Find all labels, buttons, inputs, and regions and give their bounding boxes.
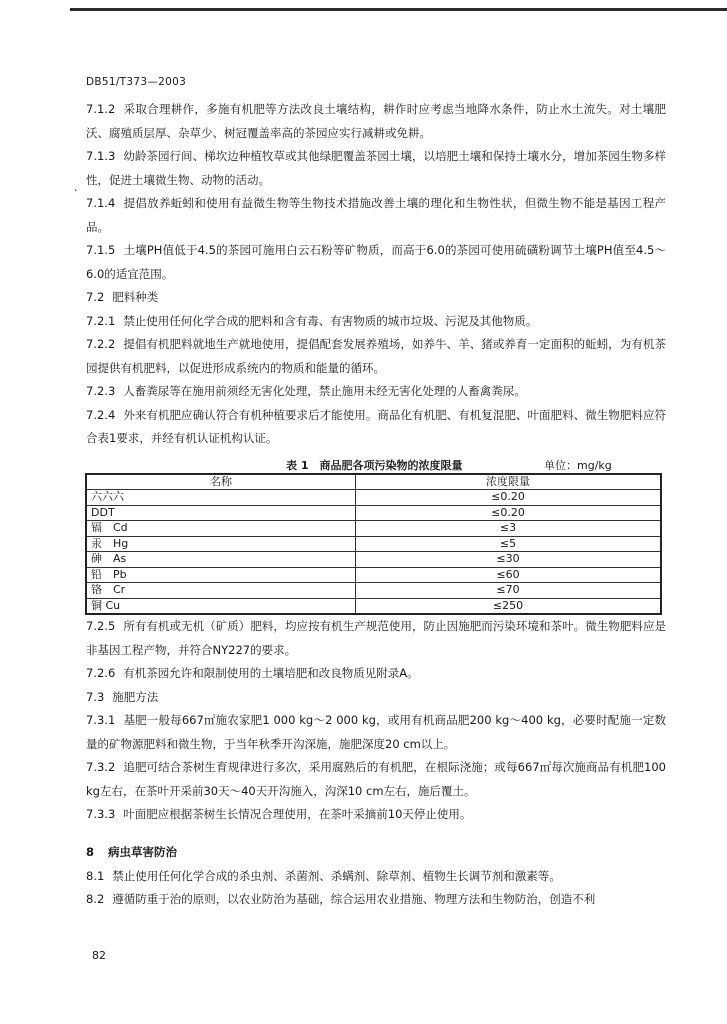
paragraph — [86, 803, 666, 827]
clause-text: 叶面肥应根据茶树生长情况合理使用，在茶叶采摘前10天停止使用。 — [123, 807, 472, 821]
pollutant-name: 镉 Cd — [86, 521, 356, 537]
clause-number: 7.3 — [86, 689, 105, 704]
clause-text: 肥料种类 — [112, 290, 159, 304]
clause-number: 7.1.3 — [86, 149, 116, 163]
clause-text: 禁止使用任何化学合成的肥料和含有毒、有害物质的城市垃圾、污泥及其他物质。 — [123, 313, 538, 328]
clause-text: 人畜粪尿等在施用前须经无害化处理，禁止施用未经无害化处理的人畜禽粪尿。 — [123, 384, 526, 398]
paragraph — [86, 662, 666, 686]
scan-edge-line — [70, 8, 727, 11]
paragraph — [86, 286, 666, 310]
paragraph — [86, 333, 666, 380]
clause-text: 禁止使用任何化学合成的杀虫剂、杀菌剂、杀螨剂、除草剂、植物生长调节剂和激素等。 — [112, 868, 561, 883]
pollutant-limit: ≤60 — [356, 567, 662, 583]
clause-text: 所有有机或无机（矿质）肥料，均应按有机生产规范使用，防止因施肥而污染环境和茶叶。微生物肥料应是非基因工程产物，并符合NY227的要求。 — [86, 619, 666, 657]
clause-number: 7.2.6 — [86, 666, 116, 680]
pollutant-name: 砷 As — [86, 552, 356, 568]
pollutant-name: 铬 Cr — [86, 583, 356, 599]
pollutant-limit: ≤250 — [356, 598, 662, 614]
scan-speck: · — [74, 184, 78, 197]
paragraph — [86, 888, 666, 912]
paragraph-group-c — [86, 865, 666, 912]
paragraph — [86, 865, 666, 889]
section-title: 病虫草害防治 — [108, 844, 178, 859]
header-name: 名称 — [86, 474, 356, 490]
clause-number: 7.2 — [86, 290, 105, 304]
document-page — [86, 76, 666, 912]
clause-number: 7.1.4 — [86, 196, 116, 210]
clause-number: 7.3.2 — [86, 760, 116, 774]
table-header-row — [86, 474, 661, 490]
pollutant-name: 铜 Cu — [86, 598, 356, 614]
clause-text: 有机茶园允许和限制使用的土壤培肥和改良物质见附录A。 — [123, 666, 419, 680]
page-number: 82 — [92, 949, 106, 962]
paragraph — [86, 404, 666, 451]
table-row — [86, 567, 661, 583]
clause-number: 7.2.2 — [86, 337, 116, 351]
clause-text: 提倡有机肥料就地生产就地使用，提倡配套发展养殖场，如养牛、羊、猪或养育一定面积的蚯蚓，为有机茶园提供有机肥料，以促进形成系统内的物质和能量的循环。 — [86, 337, 666, 375]
table-unit: 单位：mg/kg — [544, 458, 612, 472]
pollutant-name: 汞 Hg — [86, 536, 356, 552]
table-row — [86, 598, 661, 614]
section-number: 8 — [86, 844, 95, 859]
paragraph — [86, 615, 666, 662]
table-row — [86, 552, 661, 568]
paragraph — [86, 145, 666, 192]
clause-text: 土壤PH值低于4.5的茶园可施用白云石粉等矿物质，而高于6.0的茶园可使用硫磺粉调节土壤PH值至4.5～6.0的适宜范围。 — [86, 243, 666, 281]
paragraph-group-a — [86, 98, 666, 451]
pollutant-limit: ≤30 — [356, 552, 662, 568]
table-row — [86, 521, 661, 537]
paragraph — [86, 709, 666, 756]
pollutant-name: 铅 Pb — [86, 567, 356, 583]
paragraph — [86, 239, 666, 286]
table-row — [86, 490, 661, 506]
clause-text: 外来有机肥应确认符合有机种植要求后才能使用。商品化有机肥、有机复混肥、叶面肥料、微生物肥料应符合表1要求，并经有机认证机构认证。 — [86, 407, 666, 445]
paragraph — [86, 380, 666, 404]
paragraph — [86, 192, 666, 239]
paragraph — [86, 756, 666, 803]
clause-number: 7.2.1 — [86, 313, 116, 328]
clause-text: 采取合理耕作，多施有机肥等方法改良土壤结构，耕作时应考虑当地降水条件，防止水土流失。对土壤肥沃、腐殖质层厚、杂草少、树冠覆盖率高的茶园应实行减耕或免耕。 — [86, 102, 666, 140]
pollutant-limit: ≤0.20 — [356, 505, 662, 521]
pollutant-limit: ≤0.20 — [356, 490, 662, 506]
paragraph — [86, 686, 666, 710]
pollutant-limit: ≤3 — [356, 521, 662, 537]
clause-text: 遵循防重于治的原则，以农业防治为基础，综合运用农业措施、物理方法和生物防治，创造不利 — [112, 892, 596, 906]
paragraph — [86, 310, 666, 334]
clause-text: 施肥方法 — [112, 689, 159, 704]
pollutant-limit: ≤5 — [356, 536, 662, 552]
clause-number: 7.2.3 — [86, 384, 116, 398]
clause-number: 7.3.1 — [86, 713, 116, 727]
pollutant-name: 六六六 — [86, 490, 356, 506]
clause-number: 7.2.4 — [86, 407, 116, 422]
clause-text: 追肥可结合茶树生育规律进行多次，采用腐熟后的有机肥，在根际浇施；或每667㎡每次施商品有机肥100 kg左右，在茶叶开采前30天～40天开沟施入，沟深10 cm左右，施后覆土。 — [86, 760, 666, 798]
header-limit: 浓度限量 — [356, 474, 662, 490]
standard-code: DB51/T373—2003 — [86, 76, 187, 88]
pollutant-limit: ≤70 — [356, 583, 662, 599]
pollutant-name: DDT — [86, 505, 356, 521]
pollutant-limit-table — [85, 473, 662, 616]
clause-text: 幼龄茶园行间、梯坎边种植牧草或其他绿肥覆盖茶园土壤，以培肥土壤和保持土壤水分，增加茶园生物多样性，促进土壤微生物、动物的活动。 — [86, 149, 666, 187]
clause-text: 提倡放养蚯蚓和使用有益微生物等生物技术措施改善土壤的理化和生物性状，但微生物不能是基因工程产品。 — [86, 196, 666, 234]
table-caption — [86, 455, 666, 473]
clause-number: 8.2 — [86, 892, 105, 906]
table-body — [86, 490, 661, 615]
table-row — [86, 505, 661, 521]
clause-number: 7.1.5 — [86, 243, 116, 257]
paragraph-group-b — [86, 615, 666, 827]
section-heading-8 — [86, 839, 666, 865]
table-title: 表 1 商品肥各项污染物的浓度限量 — [286, 458, 463, 472]
table-row — [86, 536, 661, 552]
clause-number: 7.3.3 — [86, 807, 116, 821]
paragraph — [86, 98, 666, 145]
clause-text: 基肥一般每667㎡施农家肥1 000 kg～2 000 kg，或用有机商品肥200 kg～400 kg，必要时配施一定数量的矿物源肥料和微生物，于当年秋季开沟深施，施肥深度20 cm以上。 — [86, 713, 666, 751]
table-row — [86, 583, 661, 599]
clause-number: 8.1 — [86, 868, 105, 883]
clause-number: 7.2.5 — [86, 619, 116, 633]
clause-number: 7.1.2 — [86, 102, 116, 116]
